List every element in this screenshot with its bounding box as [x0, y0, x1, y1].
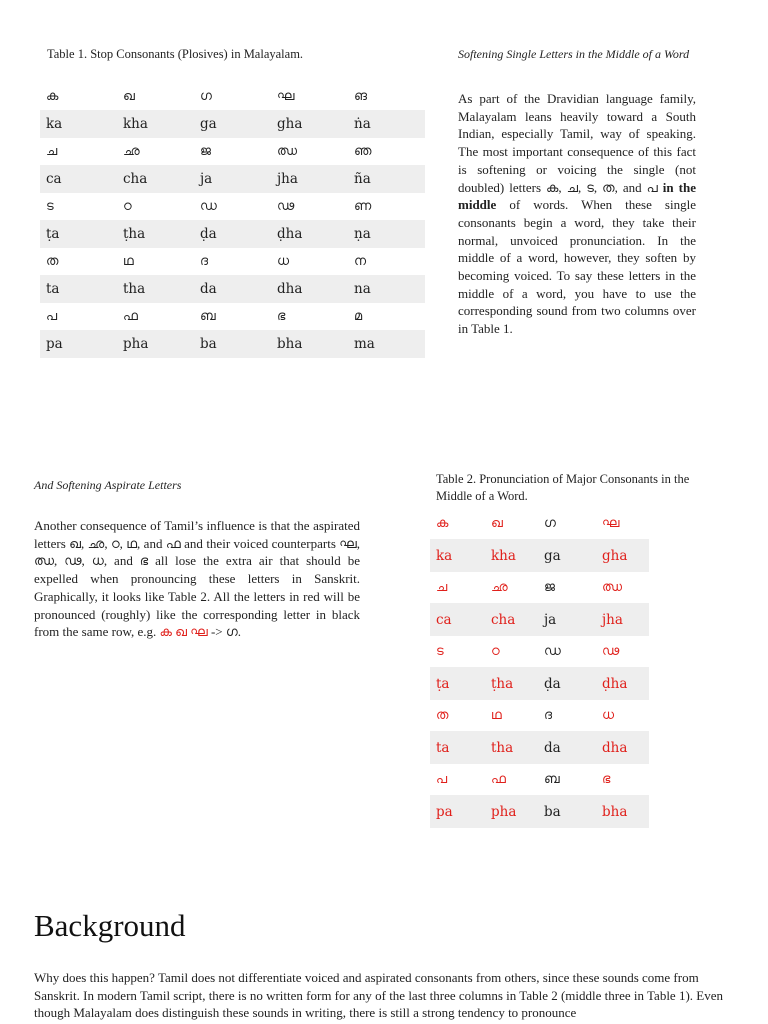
table1-cell: ca — [40, 165, 117, 193]
table2-cell: kha — [485, 539, 538, 572]
table1-cell: ṭa — [40, 220, 117, 248]
softening-aspirate-title: And Softening Aspirate Letters — [34, 478, 182, 492]
table1-cell: ḍa — [194, 220, 271, 248]
softening-aspirate-example-red: ക ഖ ഘ — [159, 624, 208, 640]
table1-cell: tha — [117, 275, 194, 303]
table2-cell: ka — [430, 539, 485, 572]
background-paragraph: Why does this happen? Tamil does not differentiate voiced and aspirated consonants from others, since these sounds come from Sanskrit. In modern Tamil script, there is no written form for any of the last three columns in Table 2 (middle three in Table 1). Even though Malayalam does distinguish these sounds in writing, there is still a strong tendency to pronounce — [34, 970, 723, 1020]
table1-cell: ka — [40, 110, 117, 138]
table2-row — [430, 731, 649, 764]
table2-row — [430, 603, 649, 636]
table2-row — [430, 508, 649, 539]
table2-cell: ധ — [602, 708, 615, 723]
table1-stop-consonants — [40, 83, 425, 358]
table1-cell: ഡ — [200, 199, 217, 214]
table2-cell: pa — [430, 795, 485, 828]
table2-row — [430, 539, 649, 572]
table2-cell: ഡ — [544, 644, 561, 659]
table1-cell: ഘ — [277, 89, 295, 104]
table1-row — [40, 138, 425, 165]
table1-cell: ബ — [200, 309, 216, 324]
table1-cell: ങ — [354, 89, 368, 104]
table2-cell: ഘ — [602, 516, 620, 531]
table1-cell: ṭha — [117, 220, 194, 248]
table1-cell: ña — [348, 165, 425, 193]
table1-cell: പ — [46, 309, 58, 324]
softening-aspirate-example-end: -> ഗ. — [207, 624, 241, 640]
background-heading: Background — [34, 908, 186, 943]
table2-row — [430, 795, 649, 828]
table1-cell: na — [348, 275, 425, 303]
table1-row — [40, 83, 425, 110]
table1-row — [40, 275, 425, 303]
table1-cell: da — [194, 275, 271, 303]
table1-row — [40, 220, 425, 248]
table1-cell: ഭ — [277, 309, 286, 324]
table2-cell: ca — [430, 603, 485, 636]
table2-caption: Table 2. Pronunciation of Major Consonants in the Middle of a Word. — [436, 472, 690, 503]
table2-cell: ḍa — [538, 667, 596, 700]
table2-cell: ഗ — [544, 516, 556, 531]
table1-cell: ണ — [354, 199, 372, 214]
table1-cell: ഢ — [277, 199, 295, 214]
table1-cell: മ — [354, 309, 363, 324]
table1-row — [40, 303, 425, 330]
table2-cell: gha — [596, 539, 649, 572]
table2-cell: ja — [538, 603, 596, 636]
table2-cell: ട — [436, 644, 444, 659]
table1-cell: ഛ — [123, 144, 140, 159]
table1-cell: jha — [271, 165, 348, 193]
table2-cell: ba — [538, 795, 596, 828]
table2-row — [430, 572, 649, 603]
table1-row — [40, 193, 425, 220]
table2-cell: pha — [485, 795, 538, 828]
table1-cell: pha — [117, 330, 194, 358]
table1-cell: ഫ — [123, 309, 138, 324]
table2-cell: ḍha — [596, 667, 649, 700]
softening-single-bold: in the middle — [458, 179, 696, 213]
table1-cell: ഞ — [354, 144, 372, 159]
table2-cell: ഢ — [602, 644, 620, 659]
softening-aspirate-paragraph — [34, 517, 360, 641]
table1-cell: ത — [46, 254, 59, 269]
table2-row — [430, 636, 649, 667]
table2-cell: ഝ — [602, 580, 622, 595]
table1-cell: kha — [117, 110, 194, 138]
softening-single-text-2: of words. When these single consonants begin a word, they take their normal, unvoiced pronunciation. In the middle of a word, however, they soften by becoming voiced. To say these letters in the middle of a word, you have to use the corresponding sound from two columns over in Table 1. — [458, 197, 696, 337]
table1-cell: ഝ — [277, 144, 297, 159]
table2-cell: ച — [436, 580, 448, 595]
table1-cell: ദ — [200, 254, 209, 269]
table1-row — [40, 248, 425, 275]
table1-cell: ഥ — [123, 254, 134, 269]
table2-cell: da — [538, 731, 596, 764]
table1-body — [40, 83, 425, 358]
table2-row — [430, 667, 649, 700]
table1-cell: ma — [348, 330, 425, 358]
table2-cell: dha — [596, 731, 649, 764]
table2-cell: cha — [485, 603, 538, 636]
table2-cell: ഫ — [491, 772, 506, 787]
table1-cell: ṇa — [348, 220, 425, 248]
table2-cell: ബ — [544, 772, 560, 787]
table1-cell: dha — [271, 275, 348, 303]
table2-cell: ഭ — [602, 772, 611, 787]
table2-cell: ഠ — [491, 644, 500, 659]
table1-cell: ച — [46, 144, 58, 159]
table2-cell: ഥ — [491, 708, 502, 723]
table1-cell: ga — [194, 110, 271, 138]
softening-single-title: Softening Single Letters in the Middle of a Word — [458, 47, 690, 61]
table2-cell: പ — [436, 772, 448, 787]
table1-cell: pa — [40, 330, 117, 358]
table2-cell: ജ — [544, 580, 555, 595]
table1-row — [40, 165, 425, 193]
table1-cell: ഗ — [200, 89, 212, 104]
table2-cell: ṭa — [430, 667, 485, 700]
table1-cell: ഠ — [123, 199, 132, 214]
table1-row — [40, 110, 425, 138]
table2-body — [430, 508, 649, 828]
table2-row — [430, 700, 649, 731]
table1-cell: ta — [40, 275, 117, 303]
table2-cell: ത — [436, 708, 449, 723]
table2-major-consonants — [430, 508, 649, 828]
table1-cell: ba — [194, 330, 271, 358]
table1-cell: ന — [354, 254, 367, 269]
table1-cell: ക — [46, 89, 59, 104]
softening-single-paragraph — [458, 90, 696, 338]
table2-cell: ga — [538, 539, 596, 572]
table1-cell: ḍha — [271, 220, 348, 248]
table1-cell: gha — [271, 110, 348, 138]
table2-cell: jha — [596, 603, 649, 636]
table1-caption: Table 1. Stop Consonants (Plosives) in Malayalam. — [47, 47, 304, 61]
table1-cell: ധ — [277, 254, 290, 269]
table1-cell: ട — [46, 199, 54, 214]
table2-cell: ക — [436, 516, 449, 531]
table1-cell: ഖ — [123, 89, 135, 104]
softening-aspirate-text: Another consequence of Tamil’s influence is that the aspirated letters ഖ, ഛ, ഠ, ഥ, and ഫ and their voiced counterparts ഘ, ഝ, ഢ, ധ, and ഭ all lose the extra air that should be expelled when pronouncing these letters in Sanskrit. Graphically, it looks like Table 2. All the letters in red will be pronounced (roughly) like the corresponding letter in black from the same row, e.g. — [34, 518, 360, 640]
table1-cell: cha — [117, 165, 194, 193]
table2-cell: ṭha — [485, 667, 538, 700]
table2-cell: ta — [430, 731, 485, 764]
table1-cell: ṅa — [348, 110, 425, 138]
table2-cell: ദ — [544, 708, 553, 723]
table2-cell: ഖ — [491, 516, 503, 531]
softening-single-text-1: As part of the Dravidian language family, Malayalam leans heavily toward a South Indian, especially Tamil, way of speaking. The most important consequence of this fact is softening or voicing the single (not doubled) letters ക, ച, ട, ത, and പ — [458, 91, 696, 195]
table2-cell: tha — [485, 731, 538, 764]
table1-cell: ജ — [200, 144, 211, 159]
table1-row — [40, 330, 425, 358]
table1-cell: ja — [194, 165, 271, 193]
table2-cell: ഛ — [491, 580, 508, 595]
table1-cell: bha — [271, 330, 348, 358]
table2-cell: bha — [596, 795, 649, 828]
table2-row — [430, 764, 649, 795]
